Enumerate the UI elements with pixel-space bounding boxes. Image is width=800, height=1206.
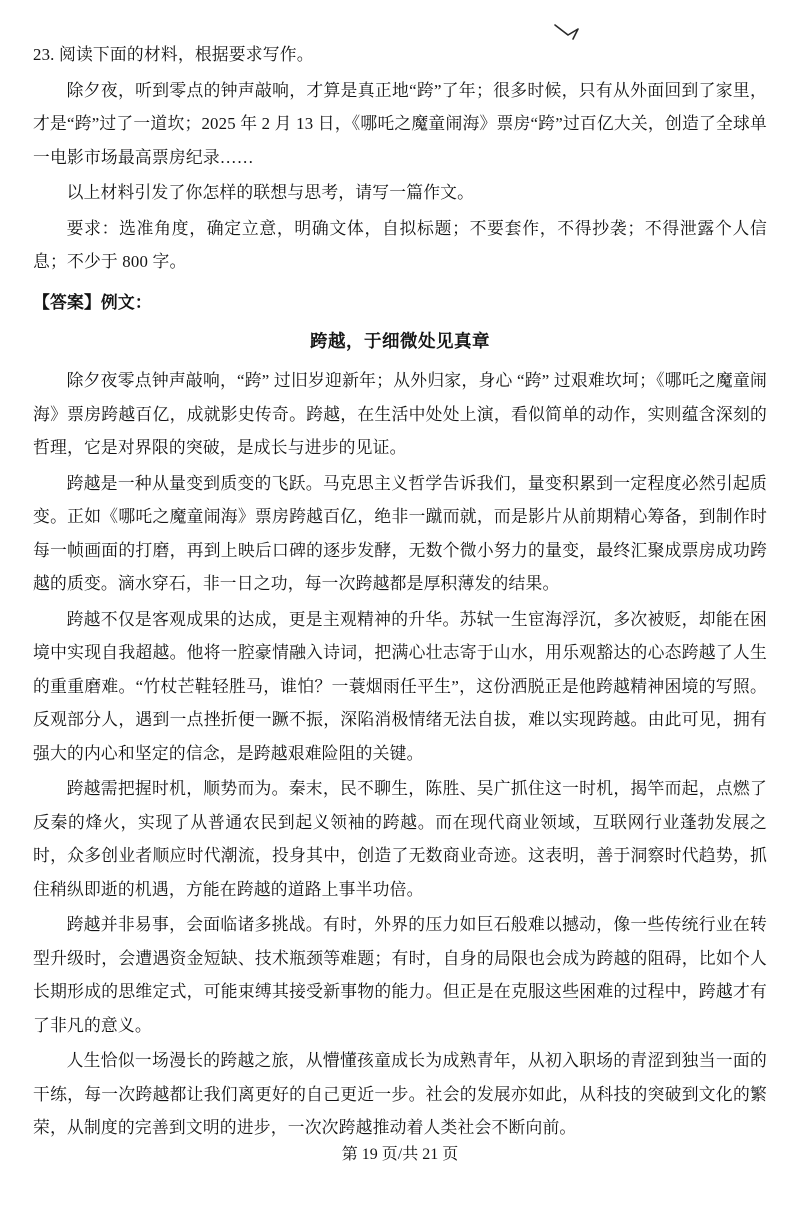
essay-paragraph: 除夕夜零点钟声敲响，“跨” 过旧岁迎新年；从外归家，身心 “跨” 过艰难坎坷；《哪吒之魔童闹海》票房跨越百亿，成就影史传奇。跨越，在生活中处处上演，看似简单的动作，实则蕴含深刻的哲理，它是对界限的突破，是成长与进步的见证。 — [33, 371, 767, 457]
handwritten-mark-icon — [552, 22, 582, 44]
essay-paragraph: 跨越需把握时机，顺势而为。秦末，民不聊生，陈胜、吴广抓住这一时机，揭竿而起，点燃了反秦的烽火，实现了从普通农民到起义领袖的跨越。而在现代商业领域，互联网行业蓬勃发展之时，众多创业者顺应时代潮流，投身其中，创造了无数商业奇迹。这表明，善于洞察时代趋势，抓住稍纵即逝的机遇，方能在跨越的道路上事半功倍。 — [33, 779, 767, 899]
essay-paragraph: 跨越并非易事，会面临诸多挑战。有时，外界的压力如巨石般难以撼动，像一些传统行业在转型升级时，会遭遇资金短缺、技术瓶颈等难题；有时，自身的局限也会成为跨越的阻碍，比如个人长期形成的思维定式，可能束缚其接受新事物的能力。但正是在克服这些困难的过程中，跨越才有了非凡的意义。 — [33, 915, 767, 1035]
essay-paragraph: 跨越不仅是客观成果的达成，更是主观精神的升华。苏轼一生宦海浮沉，多次被贬，却能在困境中实现自我超越。他将一腔豪情融入诗词，把满心壮志寄于山水，用乐观豁达的心态跨越了人生的重重磨难。“竹杖芒鞋轻胜马，谁怕？一蓑烟雨任平生”，这份洒脱正是他跨越精神困境的写照。反观部分人，遇到一点挫折便一蹶不振，深陷消极情绪无法自拔，难以实现跨越。由此可见，拥有强大的内心和坚定的信念，是跨越艰难险阻的关键。 — [33, 609, 767, 763]
material-paragraph: 以上材料引发了你怎样的联想与思考，请写一篇作文。 — [66, 183, 475, 202]
essay-title: 跨越，于细微处见真章 — [310, 331, 490, 351]
question-number-line: 23. 阅读下面的材料，根据要求写作。 — [33, 45, 314, 64]
material-paragraph: 除夕夜，听到零点的钟声敲响，才算是真正地“跨”了年；很多时候，只有从外面回到了家里，才是“跨”过了一道坎；2025 年 2 月 13 日，《哪吒之魔童闹海》票房“跨”过百亿大关，创造了全球单一电影市场最高票房纪录…… — [33, 80, 767, 167]
answer-label: 【答案】例文： — [33, 292, 152, 312]
essay-paragraph: 跨越是一种从量变到质变的飞跃。马克思主义哲学告诉我们，量变积累到一定程度必然引起质变。正如《哪吒之魔童闹海》票房跨越百亿，绝非一蹴而就，而是影片从前期精心筹备，到制作时每一帧画面的打磨，再到上映后口碑的逐步发酵，无数个微小努力的量变，最终汇聚成票房成功跨越的质变。滴水穿石，非一日之功，每一次跨越都是厚积薄发的结果。 — [33, 473, 767, 593]
essay-paragraph: 人生恰似一场漫长的跨越之旅，从懵懂孩童成长为成熟青年，从初入职场的青涩到独当一面的干练，每一次跨越都让我们离更好的自己更近一步。社会的发展亦如此，从科技的突破到文化的繁荣，从制度的完善到文明的进步，一次次跨越推动着人类社会不断向前。 — [33, 1051, 767, 1137]
page-footer: 第 19 页/共 21 页 — [341, 1146, 459, 1163]
material-paragraph: 要求：选准角度，确定立意，明确文体，自拟标题；不要套作，不得抄袭；不得泄露个人信息；不少于 800 字。 — [33, 218, 767, 271]
